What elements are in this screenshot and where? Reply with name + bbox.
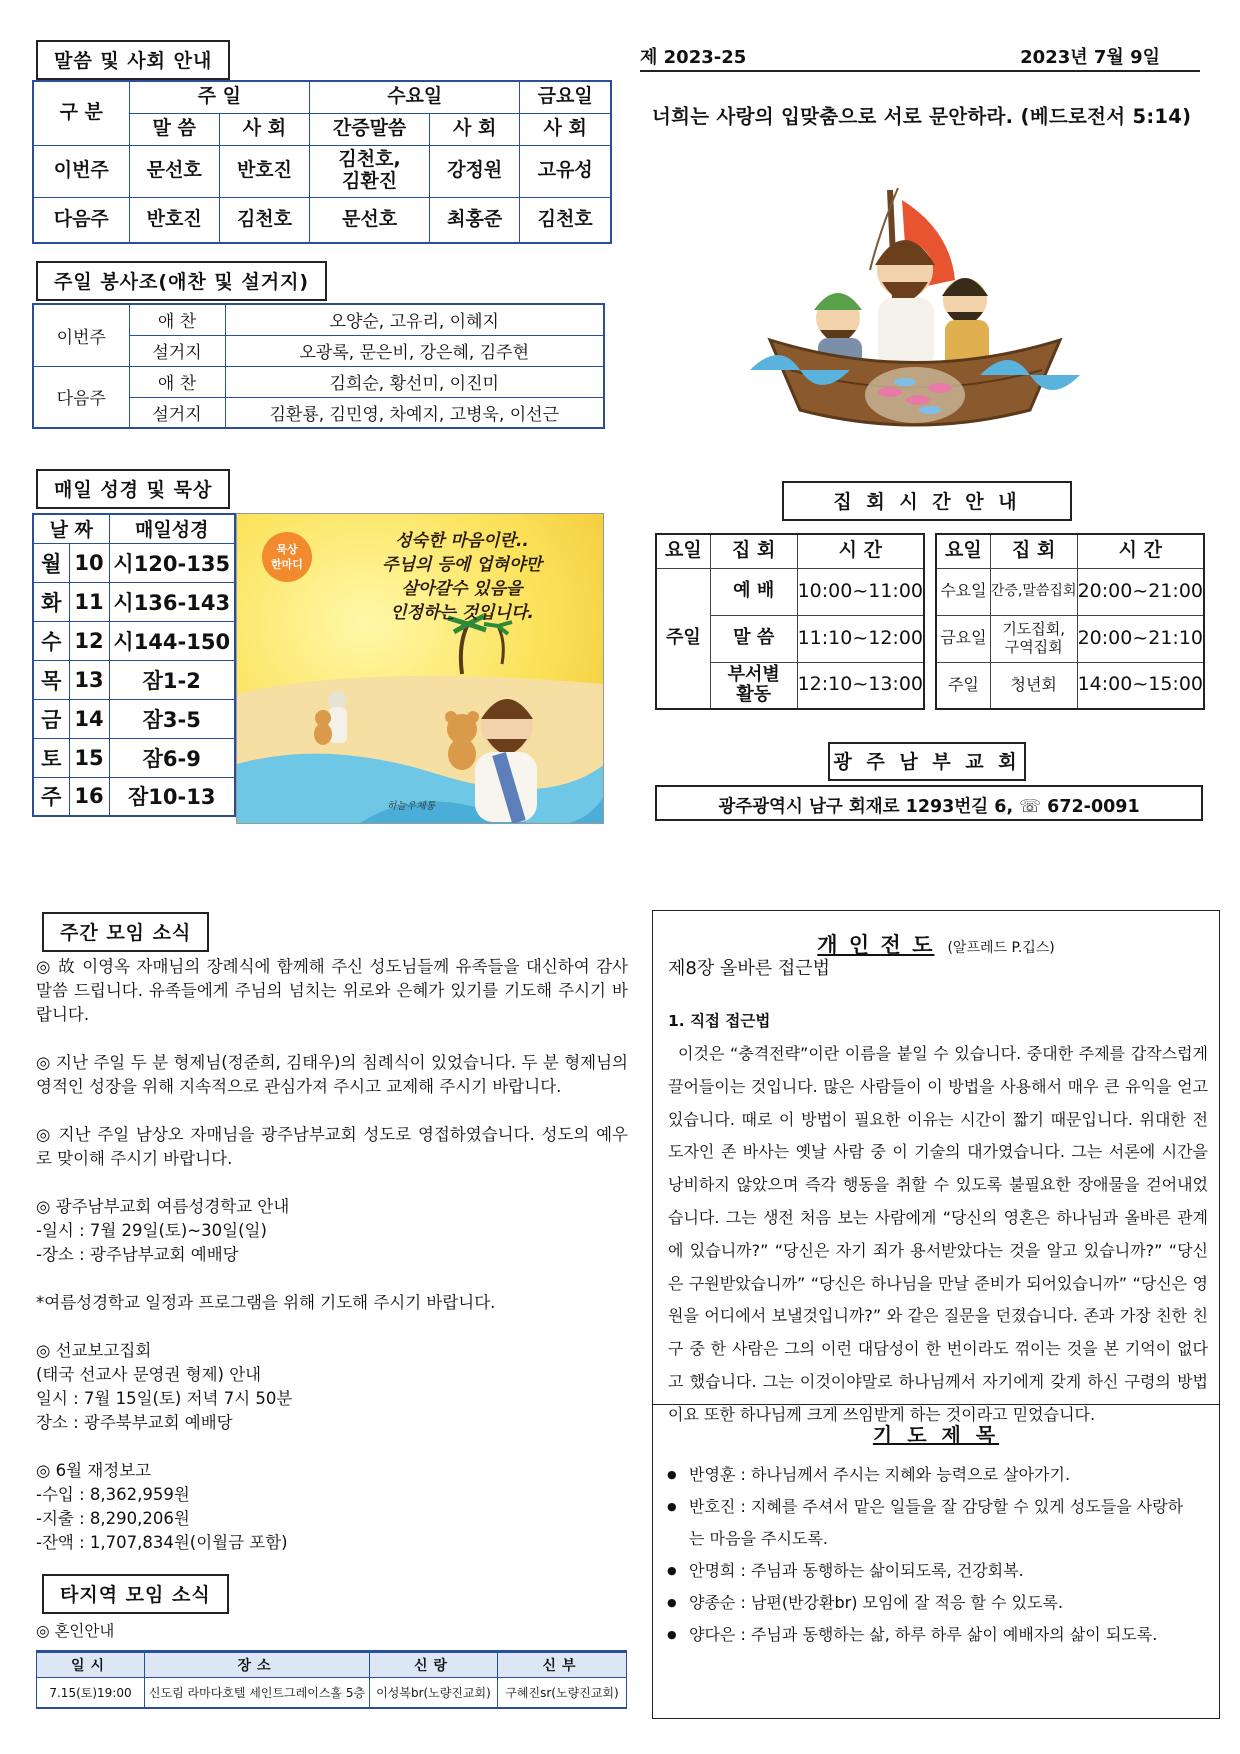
day: 화 (33, 582, 69, 621)
meeting: 부서별 활동 (710, 662, 797, 709)
finance-title: ◎ 6월 재정보고 (36, 1461, 152, 1480)
th-gubun: 구 분 (33, 81, 129, 145)
section-title-meeting-time: 집 회 시 간 안 내 (782, 481, 1072, 521)
prayer-text: 남편(반강환br) 모임에 잘 적응 할 수 있도록. (750, 1593, 1064, 1612)
boat-illustration (750, 170, 1080, 455)
sub-header: 말 씀 (129, 113, 219, 145)
prayer-name: 양종순 (689, 1593, 736, 1612)
vbs-title: ◎ 광주남부교회 여름성경학교 안내 (36, 1197, 290, 1216)
role: 설거지 (129, 335, 225, 366)
cell: 고유성 (520, 145, 611, 197)
bible-reading-table (32, 513, 236, 817)
reading: 잠10-13 (109, 777, 235, 816)
prayer-item: ● 반영훈 : 하나님께서 주시는 지혜와 능력으로 살아가기. (667, 1459, 1197, 1491)
reading: 시136-143 (109, 582, 235, 621)
evangelism-author: (알프레드 P.깁스) (947, 940, 1055, 956)
bullet-icon: ● (667, 1468, 677, 1481)
poster-quote: 성숙한 마음이란.. 주님의 등에 업혀야만 살아갈수 있음을 인정하는 것입니다. (382, 531, 542, 623)
issue-header (640, 38, 1200, 72)
day: 주일 (656, 568, 710, 709)
cell: 이성복br(노량진교회) (370, 1678, 498, 1708)
prayer-text: 주님과 동행하는 삶이되도록, 건강회복. (750, 1561, 1024, 1580)
day: 월 (33, 543, 69, 582)
finance-income: -수입 : 8,362,959원 (36, 1485, 190, 1504)
evangelism-box (652, 910, 1220, 1719)
news-item: ◎ 지난 주일 두 분 형제님(정준희, 김태우)의 침례식이 있었습니다. 두 분 형제님의 영적인 성장을 위해 지속적으로 관심가져 주시고 교제해 주시기 바랍니다. (36, 1053, 628, 1096)
prayer-item: ● 안명희 : 주님과 동행하는 삶이되도록, 건강회복. (667, 1555, 1197, 1587)
church-address: 광주광역시 남구 회재로 1293번길 6, ☏ 672-0091 (655, 785, 1203, 821)
prayer-text: 지혜를 주셔서 맡은 일들을 잘 감당할 수 있게 성도들을 사랑하는 마음을 주시도록. (689, 1497, 1184, 1548)
date: 12 (69, 621, 109, 660)
vbs-note: *여름성경학교 일정과 프로그램을 위해 기도해 주시기 바랍니다. (36, 1293, 496, 1312)
role: 설거지 (129, 397, 225, 428)
meeting-time-table-left (655, 533, 925, 710)
sub-header: 사 회 (520, 113, 611, 145)
th-day: 요일 (656, 534, 710, 568)
cell: 반호진 (219, 145, 309, 197)
th-groom: 신랑 (370, 1652, 498, 1678)
date: 13 (69, 660, 109, 699)
section-title-service: 주일 봉사조(애찬 및 설거지) (36, 261, 327, 301)
prayer-item: ● 양다은 : 주님과 동행하는 삶, 하루 하루 삶이 예배자의 삶이 되도록. (667, 1619, 1197, 1651)
row-label: 이번주 (33, 145, 129, 197)
section-title-weekly: 주간 모임 소식 (42, 912, 209, 952)
chapter-title: 제8장 올바른 접근법 (668, 958, 830, 979)
th-time: 시 간 (797, 534, 924, 568)
reading: 잠6-9 (109, 738, 235, 777)
news-item: ◎ 지난 주일 남상오 자매님을 광주남부교회 성도로 영접하였습니다. 성도의 예우로 맞이해 주시기 바랍니다. (36, 1125, 628, 1168)
cell: 신도림 라마다호텔 세인트그레이스홀 5층 (145, 1678, 370, 1708)
news-item: ◎ 故 이영옥 자매님의 장례식에 함께해 주신 성도님들께 유족들을 대신하여 감사 말씀 드립니다. 유족들에게 주님의 넘치는 위로와 은혜가 있기를 기도해 주시기 바랍니다. (36, 957, 628, 1024)
bullet-icon: ● (667, 1564, 677, 1577)
issue-number: 제 2023-25 (640, 47, 747, 68)
time: 11:10~12:00 (797, 615, 924, 662)
row-label: 다음주 (33, 366, 129, 428)
date: 10 (69, 543, 109, 582)
prayer-name: 안명희 (689, 1561, 736, 1580)
reading: 잠3-5 (109, 699, 235, 738)
poster-badge: 묵상 한마디 (262, 532, 312, 582)
th-bride: 신부 (498, 1652, 627, 1678)
day: 주일 (936, 662, 990, 709)
th-meeting: 집 회 (710, 534, 797, 568)
date: 16 (69, 777, 109, 816)
names: 오양순, 고유리, 이혜지 (225, 304, 604, 335)
day: 금 (33, 699, 69, 738)
prayer-title: 기 도 제 목 (872, 1423, 1000, 1447)
prayer-text: 하나님께서 주시는 지혜와 능력으로 살아가기. (750, 1465, 1071, 1484)
sub-header: 간증말씀 (310, 113, 430, 145)
bullet-icon: ● (667, 1628, 677, 1641)
th-datetime: 일시 (37, 1652, 145, 1678)
time: 12:10~13:00 (797, 662, 924, 709)
vbs-date: -일시 : 7월 29일(토)~30일(일) (36, 1221, 267, 1240)
names: 오광록, 문은비, 강은혜, 김주현 (225, 335, 604, 366)
cell: 구혜진sr(노량진교회) (498, 1678, 627, 1708)
divider (653, 1404, 1219, 1405)
th-place: 장소 (145, 1652, 370, 1678)
row-label: 다음주 (33, 197, 129, 243)
th-time: 시 간 (1077, 534, 1204, 568)
row-label: 이번주 (33, 304, 129, 366)
meeting: 기도집회, 구역집회 (990, 615, 1077, 662)
cell: 반호진 (129, 197, 219, 243)
date: 11 (69, 582, 109, 621)
day: 목 (33, 660, 69, 699)
cell: 문선호 (129, 145, 219, 197)
evangelism-title: 개 인 전 도 (817, 933, 935, 957)
reading: 시144-150 (109, 621, 235, 660)
bullet-icon: ● (667, 1596, 677, 1609)
poster-signature: 하늘우체통 (387, 801, 436, 812)
cell: 강정원 (430, 145, 520, 197)
day: 주 (33, 777, 69, 816)
time: 10:00~11:00 (797, 568, 924, 615)
mission-place: 장소 : 광주북부교회 예배당 (36, 1413, 233, 1432)
section-title-sermon: 말씀 및 사회 안내 (36, 40, 230, 80)
cell: 7.15(토)19:00 (37, 1678, 145, 1708)
mission-date: 일시 : 7월 15일(토) 저녁 7시 50분 (36, 1389, 293, 1408)
sub-header: 사 회 (219, 113, 309, 145)
prayer-name: 양다은 (689, 1625, 736, 1644)
cell: 김천호, 김환진 (310, 145, 430, 197)
jesus-boat-illustration (750, 170, 1080, 455)
meeting: 예 배 (710, 568, 797, 615)
role: 애 찬 (129, 304, 225, 335)
cell: 최홍준 (430, 197, 520, 243)
th-date: 날 짜 (33, 514, 109, 543)
day: 토 (33, 738, 69, 777)
section-title-bible: 매일 성경 및 묵상 (36, 469, 230, 509)
time: 20:00~21:10 (1077, 615, 1204, 662)
day: 수요일 (936, 568, 990, 615)
wedding-table (36, 1650, 627, 1709)
mission-sub: (태국 선교사 문영권 형제) 안내 (36, 1365, 262, 1384)
prayer-name: 반호진 (689, 1497, 736, 1516)
meditation-poster (236, 513, 604, 824)
mission-title: ◎ 선교보고집회 (36, 1341, 152, 1360)
prayer-item: ● 반호진 : 지혜를 주셔서 맡은 일들을 잘 감당할 수 있게 성도들을 사랑하는 마음을 주시도록. (667, 1491, 1197, 1555)
vbs-place: -장소 : 광주남부교회 예배당 (36, 1245, 239, 1264)
cell: 김천호 (219, 197, 309, 243)
day: 금요일 (936, 615, 990, 662)
meeting-time-table-right (935, 533, 1205, 710)
wedding-title: ◎ 혼인안내 (36, 1622, 115, 1640)
time: 14:00~15:00 (1077, 662, 1204, 709)
meeting: 간증,말씀집회 (990, 568, 1077, 615)
th-friday: 금요일 (520, 81, 611, 113)
cell: 문선호 (310, 197, 430, 243)
prayer-text: 주님과 동행하는 삶, 하루 하루 삶이 예배자의 삶이 되도록. (750, 1625, 1158, 1644)
cell: 김천호 (520, 197, 611, 243)
evangelism-text: 이것은 “충격전략”이란 이름을 붙일 수 있습니다. 중대한 주제를 갑작스럽게 끌어들이는 것입니다. 많은 사람들이 이 방법을 사용해서 매우 큰 유익을 얻고 있습니다. 때로 이 방법이 필요한 이유는 시간이 짧기 때문입니다. 위대한 전도자인 존 바사는 옛날 사람 중 이 기술의 대가였습니다. 그는 서론에 시간을 낭비하지 않았으며 즉각 행동을 취할 수 있도록 불필요한 장애물을 걷어내었습니다. 그는 생전 처음 보는 사람에게 “당신의 영혼은 하나님과 올바른 관계에 있습니까?” “당신은 자기 죄가 용서받았다는 것을 알고 있습니까?” “당신은 구원받았습니까” “당신은 하나님을 만날 준비가 되어있습니까” “당신은 영원을 어디에서 보낼것입니까?” 와 같은 질문을 던졌습니다. 존과 가장 친한 친구 중 한 사람은 그의 이런 대담성이 한 번이라도 꺾이는 것을 본 기억이 없다고 했습니다. 그는 이것이야말로 하나님께서 자기에게 갖게 하신 구령의 방법이요 또한 하나님께 크게 쓰임받게 하는 것이라고 믿었습니다. (668, 1044, 1208, 1424)
th-day: 요일 (936, 534, 990, 568)
service-table (32, 303, 605, 429)
prayer-item: ● 양종순 : 남편(반강환br) 모임에 잘 적응 할 수 있도록. (667, 1587, 1197, 1619)
date: 14 (69, 699, 109, 738)
th-reading: 매일성경 (109, 514, 235, 543)
prayer-list (667, 1459, 1197, 1651)
names: 김희순, 황선미, 이진미 (225, 366, 604, 397)
sub-header: 사 회 (430, 113, 520, 145)
meeting: 말 씀 (710, 615, 797, 662)
section-title-other: 타지역 모임 소식 (42, 1574, 229, 1614)
verse: 너희는 사랑의 입맞춤으로 서로 문안하라. (베드로전서 5:14) (652, 105, 1192, 128)
th-meeting: 집 회 (990, 534, 1077, 568)
weekly-news (36, 955, 628, 1555)
church-name: 광 주 남 부 교 회 (828, 742, 1026, 781)
time: 20:00~21:00 (1077, 568, 1204, 615)
meeting: 청년회 (990, 662, 1077, 709)
finance-expense: -지출 : 8,290,206원 (36, 1509, 190, 1528)
date: 15 (69, 738, 109, 777)
th-wednesday: 수요일 (310, 81, 520, 113)
day: 수 (33, 621, 69, 660)
role: 애 찬 (129, 366, 225, 397)
subsection-title: 1. 직접 접근법 (668, 1012, 771, 1030)
finance-balance: -잔액 : 1,707,834원(이월금 포함) (36, 1533, 288, 1552)
issue-date: 2023년 7월 9일 (1020, 47, 1160, 68)
sermon-table (32, 80, 612, 244)
reading: 잠1-2 (109, 660, 235, 699)
prayer-name: 반영훈 (689, 1465, 736, 1484)
names: 김환룡, 김민영, 차예지, 고병욱, 이선근 (225, 397, 604, 428)
bullet-icon: ● (667, 1500, 677, 1513)
reading: 시120-135 (109, 543, 235, 582)
th-sunday: 주 일 (129, 81, 310, 113)
